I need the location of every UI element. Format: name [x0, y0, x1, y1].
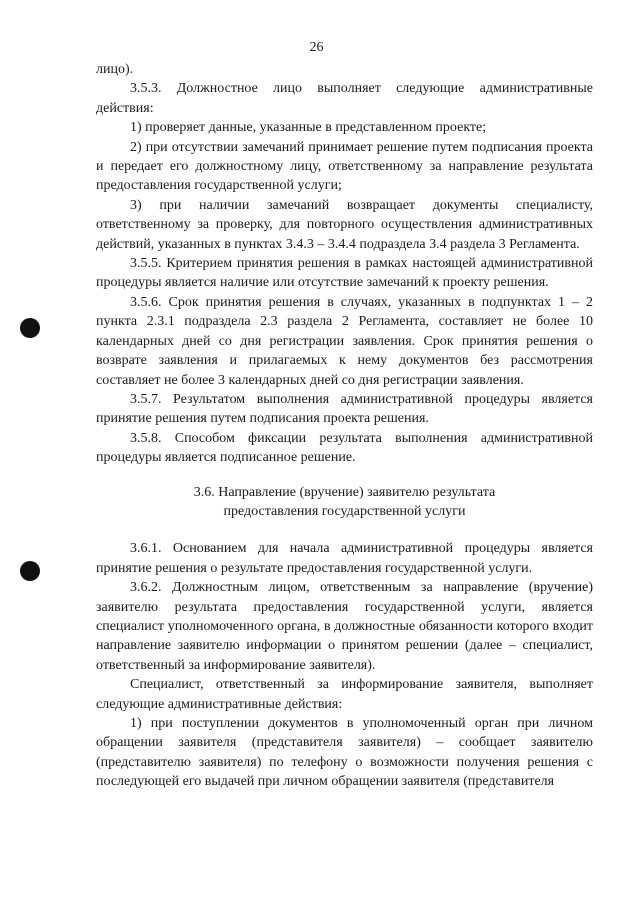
paragraphs-section-3-5 — [96, 60, 593, 468]
paragraph: 3.5.6. Срок принятия решения в случаях, указанных в подпунктах 1 – 2 пункта 2.3.1 подраздела 2.3 раздела 2 Регламента, составляет не более 10 календарных дней со дня регистрации заявления. Срок принятия решения о возврате заявления и прилагаемых к нему документов без рассмотрения составляет не более 3 календарных дней со дня регистрации заявления. — [96, 294, 593, 388]
punch-hole-mark — [20, 561, 40, 581]
section-heading-line-2: предоставления государственной услуги — [223, 503, 466, 519]
paragraph: 3.6.1. Основанием для начала административной процедуры является принятие решения о результате предоставления государственной услуги. — [96, 541, 593, 576]
paragraph: Специалист, ответственный за информирование заявителя, выполняет следующие административные действия: — [96, 677, 593, 712]
paragraph: 3.6.2. Должностным лицом, ответственным за направление (вручение) заявителю результата предоставления государственной услуги, является специалист уполномоченного органа, в должностные обязанности которого входит направление заявителю информации о принятом решении (далее – специалист, ответственный за информирование заявителя). — [96, 580, 593, 673]
paragraph: 1) при поступлении документов в уполномоченный орган при личном обращении заявителя (представителя заявителя) – сообщает заявителю (представителю заявителя) по телефону о возможности получения решения с последующей его выдачей при личном обращении заявителя (представителя — [96, 716, 593, 790]
paragraph: 2) при отсутствии замечаний принимает решение путем подписания проекта и передает его должностному лицу, ответственному за направление результата предоставления государственной услуги; — [96, 139, 593, 194]
page-number: 26 — [309, 40, 324, 55]
paragraph: 1) проверяет данные, указанные в представленном проекте; — [130, 120, 487, 136]
paragraph: 3.5.5. Критерием принятия решения в рамках настоящей административной процедуры является наличие или отсутствие замечаний к проекту решения. — [96, 256, 593, 291]
paragraph: 3.5.3. Должностное лицо выполняет следующие административные действия: — [96, 81, 593, 116]
punch-hole-mark — [20, 318, 40, 338]
paragraphs-section-3-6 — [96, 539, 593, 791]
section-heading-line-1: 3.6. Направление (вручение) заявителю результата — [193, 484, 496, 500]
section-heading-3-6 — [96, 483, 593, 522]
document-body — [96, 60, 593, 792]
paragraph: 3.5.8. Способом фиксации результата выполнения административной процедуры является подписанное решение. — [96, 430, 593, 466]
paragraph: лицо). — [96, 62, 134, 77]
paragraph: 3.5.7. Результатом выполнения административной процедуры является принятие решения путем подписания проекта решения. — [96, 391, 593, 427]
paragraph: 3) при наличии замечаний возвращает документы специалисту, ответственному за проверку, для повторного осуществления административных действий, указанных в пунктах 3.4.3 – 3.4.4 подраздела 3.4 раздела 3 Регламента. — [96, 197, 593, 252]
